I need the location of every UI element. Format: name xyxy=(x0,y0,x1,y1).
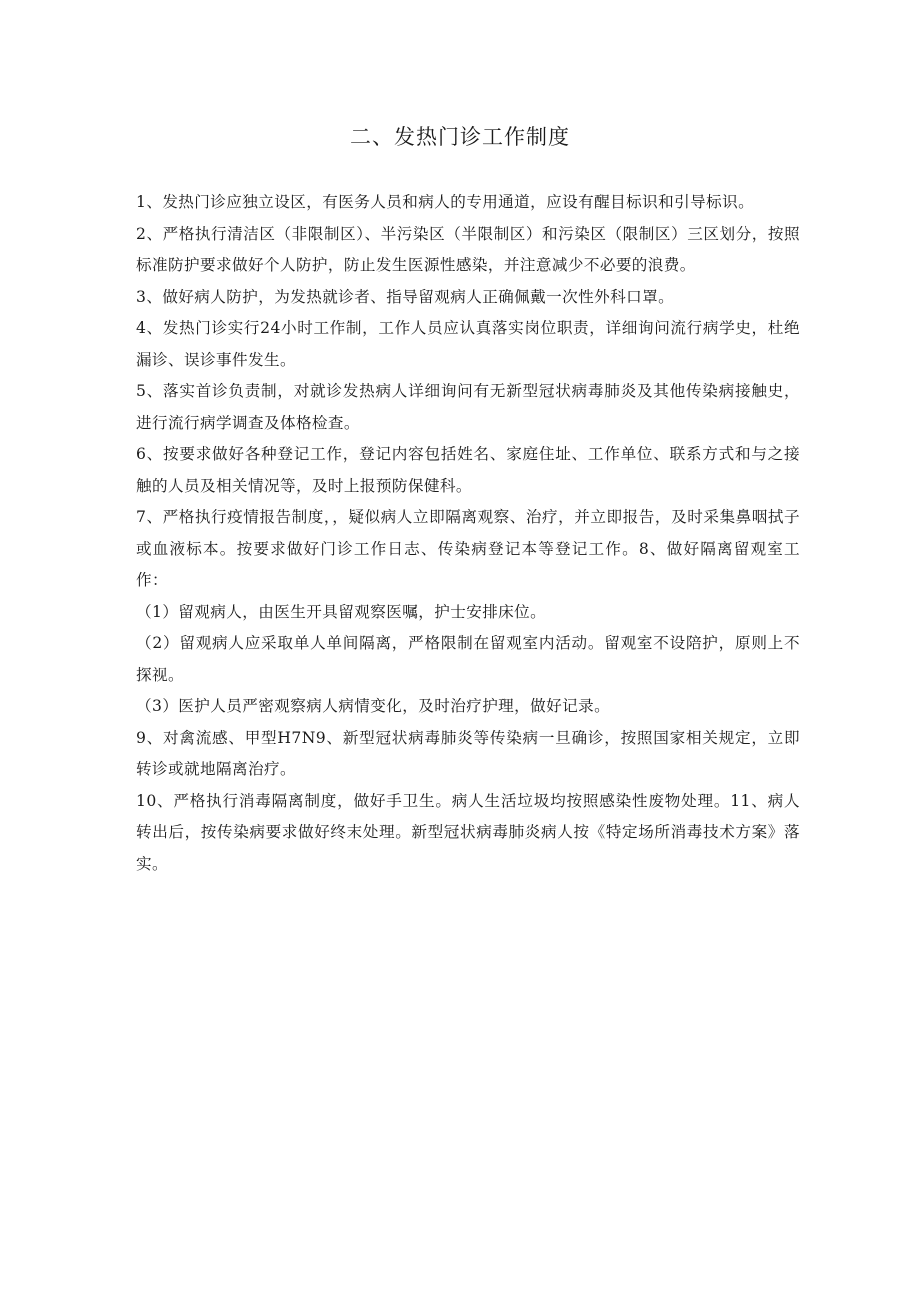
paragraph-8-3: （3）医护人员严密观察病人病情变化，及时治疗护理，做好记录。 xyxy=(136,697,611,715)
paragraph-4: 4、发热门诊实行24小时工作制，工作人员应认真落实岗位职责，详细询问流行病学史，杜绝漏诊、误诊事件发生。 xyxy=(136,319,800,369)
paragraph-6: 6、按要求做好各种登记工作，登记内容包括姓名、家庭住址、工作单位、联系方式和与之接触的人员及相关情况等，及时上报预防保健科。 xyxy=(136,445,800,495)
paragraph-2: 2、严格执行清洁区（非限制区）、半污染区（半限制区）和污染区（限制区）三区划分，按照标准防护要求做好个人防护，防止发生医源性感染，并注意减少不必要的浪费。 xyxy=(136,224,800,274)
paragraph-7: 7、严格执行疫情报告制度，，疑似病人立即隔离观察、治疗，并立即报告，及时采集鼻咽拭子或血液标本。按要求做好门诊工作日志、传染病登记本等登记工作。8、做好隔离留观室工作： xyxy=(136,508,800,589)
paragraph-1: 1、发热门诊应独立设区，有医务人员和病人的专用通道，应设有醒目标识和引导标识。 xyxy=(136,193,755,211)
document-title: 二、发热门诊工作制度 xyxy=(350,125,570,149)
paragraph-8-2: （2）留观病人应采取单人单间隔离，严格限制在留观室内活动。留观室不设陪护，原则上不探视。 xyxy=(136,634,800,684)
paragraph-5: 5、落实首诊负责制，对就诊发热病人详细询问有无新型冠状病毒肺炎及其他传染病接触史，进行流行病学调查及体格检查。 xyxy=(136,382,800,432)
paragraph-8-1: （1）留观病人，由医生开具留观察医嘱，护士安排床位。 xyxy=(136,602,547,621)
paragraph-10: 10、严格执行消毒隔离制度，做好手卫生。病人生活垃圾均按照感染性废物处理。11、病人转出后，按传染病要求做好终末处理。新型冠状病毒肺炎病人按《特定场所消毒技术方案》落实。 xyxy=(136,791,800,873)
paragraph-9: 9、对禽流感、甲型H7N9、新型冠状病毒肺炎等传染病一旦确诊，按照国家相关规定，立即转诊或就地隔离治疗。 xyxy=(136,728,800,778)
paragraph-3: 3、做好病人防护，为发热就诊者、指导留观病人正确佩戴一次性外科口罩。 xyxy=(136,287,675,306)
document-body xyxy=(136,187,800,880)
